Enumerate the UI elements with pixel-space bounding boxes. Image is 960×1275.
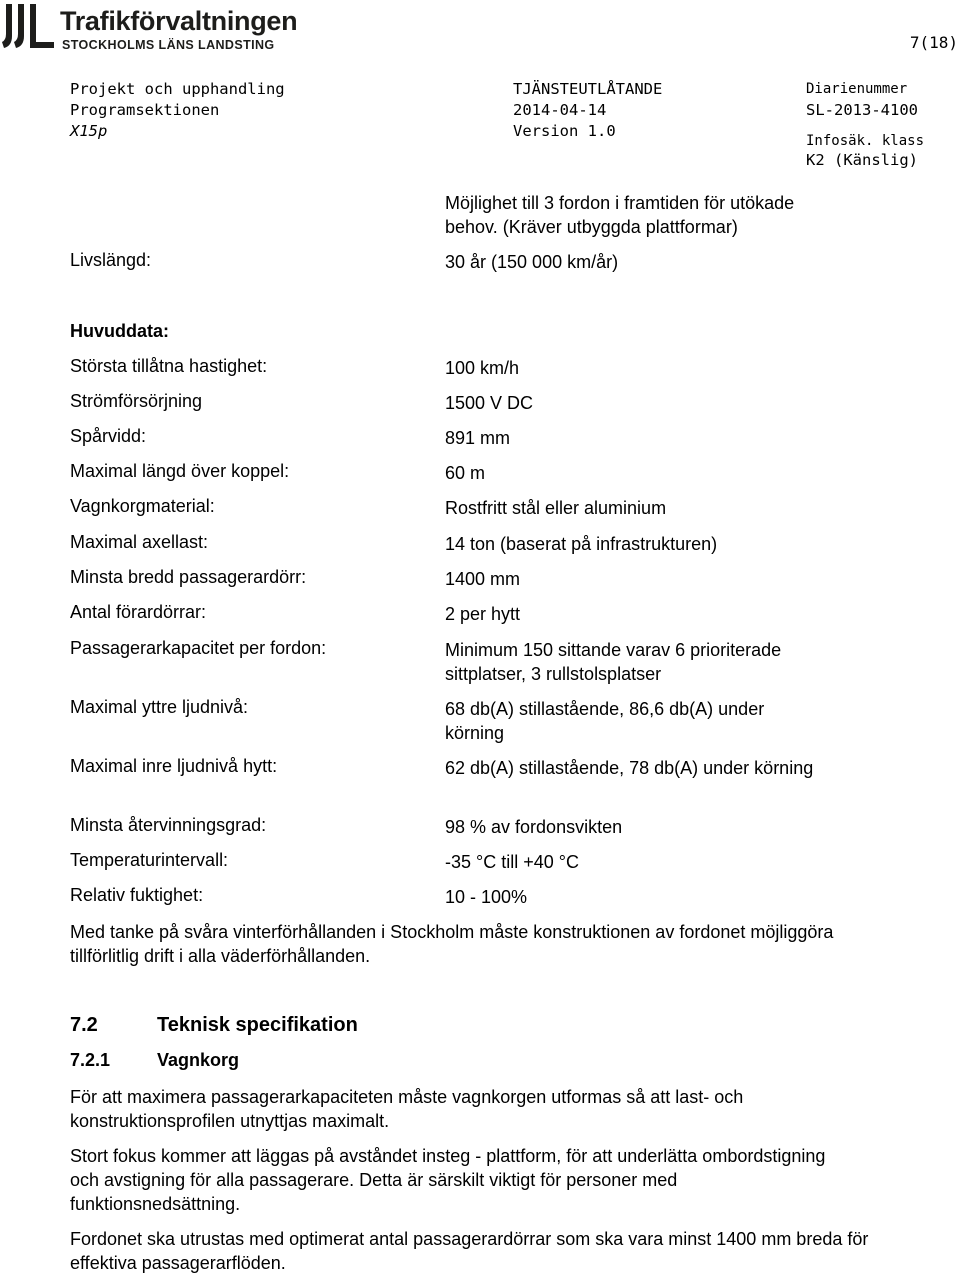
spec-value: 10 - 100% [445, 887, 528, 907]
spec-label: Maximal inre ljudnivå hytt: [70, 756, 278, 776]
huvuddata-heading: Huvuddata: [70, 321, 169, 341]
spec-value: 100 km/h [445, 358, 520, 378]
spec-value: 62 db(A) stillastående, 78 db(A) under körning [445, 758, 814, 778]
spec-value: 60 m [445, 463, 486, 483]
paragraph: Stort fokus kommer att läggas på avståndet insteg - plattform, för att underlätta ombordstigning och avstigning för alla passagerare. Detta är särskilt viktigt för personer med funktionsnedsättning. [70, 1146, 826, 1214]
logo-mark-icon [2, 2, 56, 50]
spec-label: Minsta återvinningsgrad: [70, 815, 267, 835]
spec-label: Maximal axellast: [70, 532, 209, 552]
spec-label: Strömförsörjning [70, 391, 203, 411]
infosak-value: K2 (Känslig) [806, 151, 918, 169]
page-number: 7(18) [909, 33, 958, 52]
spec-label: Maximal längd över koppel: [70, 461, 290, 481]
spec-value: 14 ton (baserat på infrastrukturen) [445, 534, 718, 554]
spec-label: Relativ fuktighet: [70, 885, 204, 905]
header-col-department [70, 79, 285, 142]
header-col-document [513, 79, 662, 142]
spec-label: Passagerarkapacitet per fordon: [70, 638, 327, 658]
spec-value: -35 °C till +40 °C [445, 852, 579, 872]
logo-subtitle: STOCKHOLMS LÄNS LANDSTING [62, 38, 275, 52]
infosak-label: Infosäk. klass [806, 133, 925, 149]
spec-value: 2 per hytt [445, 604, 521, 624]
spec-value: Rostfritt stål eller aluminium [445, 498, 667, 518]
spec-value: 98 % av fordonsvikten [445, 817, 623, 837]
spec-label: Minsta bredd passagerardörr: [70, 567, 307, 587]
paragraph: För att maximera passagerarkapaciteten måste vagnkorgen utformas så att last- och konstruktionsprofilen utnyttjas maximalt. [70, 1087, 744, 1131]
diarie-value: SL-2013-4100 [806, 101, 918, 119]
header-col-registry [806, 79, 924, 171]
section-title: Teknisk specifikation [157, 1014, 358, 1036]
subsection-title: Vagnkorg [157, 1050, 240, 1070]
header-date: 2014-04-14 [513, 101, 607, 119]
logo-title: Trafikförvaltningen [60, 6, 298, 36]
section-number: 7.2 [70, 1014, 98, 1036]
spec-label: Maximal yttre ljudnivå: [70, 697, 249, 717]
header-section: Programsektionen [70, 101, 220, 119]
diarie-label: Diarienummer [806, 81, 908, 97]
livslangd-label: Livslängd: [70, 250, 152, 270]
capacity-note-line2: behov. (Kräver utbyggda plattformar) [445, 217, 738, 237]
spec-label: Största tillåtna hastighet: [70, 356, 268, 376]
header-version: Version 1.0 [513, 122, 616, 140]
spec-label: Spårvidd: [70, 426, 147, 446]
spec-value: 1500 V DC [445, 393, 534, 413]
livslangd-value: 30 år (150 000 km/år) [445, 252, 619, 272]
spec-value: 68 db(A) stillastående, 86,6 db(A) under [445, 699, 765, 719]
spec-label: Vagnkorgmaterial: [70, 496, 215, 516]
subsection-number: 7.2.1 [70, 1050, 111, 1070]
spec-value-cont: körning [445, 723, 505, 743]
spec-value-cont: sittplatser, 3 rullstolsplatser [445, 664, 662, 684]
spec-value: Minimum 150 sittande varav 6 prioriterade [445, 640, 782, 660]
header-code: X15p [70, 122, 108, 140]
winter-paragraph: Med tanke på svåra vinterförhållanden i Stockholm måste konstruktionen av fordonet möjliggöra tillförlitlig drift i alla väderförhållanden. [70, 922, 834, 966]
spec-label: Temperaturintervall: [70, 850, 229, 870]
spec-value: 1400 mm [445, 569, 521, 589]
paragraph: Fordonet ska utrustas med optimerat antal passagerardörrar som ska vara minst 1400 mm breda för effektiva passagerarflöden. [70, 1229, 869, 1273]
spec-value: 891 mm [445, 428, 511, 448]
organization-logo [2, 2, 322, 52]
header-doc-type: TJÄNSTEUTLÅTANDE [513, 80, 663, 98]
header-project: Projekt och upphandling [70, 80, 285, 98]
capacity-note-line1: Möjlighet till 3 fordon i framtiden för utökade [445, 193, 795, 213]
spec-label: Antal förardörrar: [70, 602, 207, 622]
